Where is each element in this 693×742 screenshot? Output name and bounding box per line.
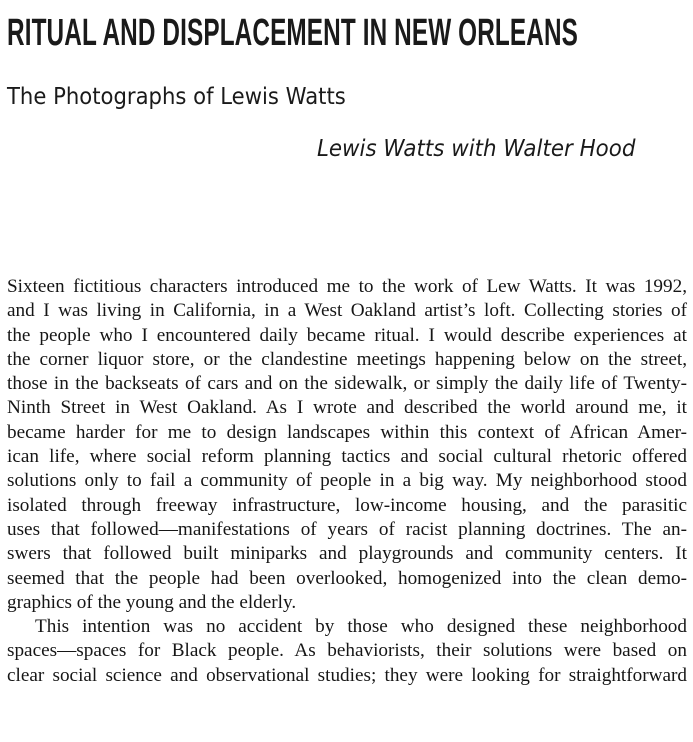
text-line: became harder for me to design landscapes within this context of African Amer- (7, 421, 687, 443)
text-line: ican life, where social reform planning tactics and social cultural rhetoric offered (7, 446, 687, 468)
body-text (7, 275, 687, 688)
text-line: Ninth Street in West Oakland. As I wrote and described the world around me, it (7, 397, 687, 419)
chapter-title: RITUAL AND DISPLACEMENT IN NEW ORLEANS (7, 12, 578, 54)
text-line: graphics of the young and the elderly. (7, 591, 297, 613)
text-line: and I was living in California, in a West Oakland artist’s loft. Collecting stories of (7, 300, 687, 322)
text-line: clear social science and observational studies; they were looking for straightforward (7, 664, 687, 686)
text-line: those in the backseats of cars and on the sidewalk, or simply the daily life of Twenty- (7, 373, 687, 395)
author-byline: Lewis Watts with Walter Hood (316, 136, 635, 162)
text-line: seemed that the people had been overlooked, homogenized into the clean demo- (7, 567, 687, 589)
paragraph-2 (7, 615, 687, 688)
text-line: This intention was no accident by those who designed these neighborhood (35, 616, 687, 638)
text-line: the people who I encountered daily became ritual. I would describe experiences at (7, 324, 687, 346)
chapter-subtitle: The Photographs of Lewis Watts (7, 84, 346, 110)
text-line: uses that followed—manifestations of years of racist planning doctrines. The an- (7, 518, 687, 540)
text-line: solutions only to fail a community of people in a big way. My neighborhood stood (7, 470, 687, 492)
text-line: isolated through freeway infrastructure, low-income housing, and the parasitic (7, 494, 687, 516)
text-line: the corner liquor store, or the clandestine meetings happening below on the street, (7, 348, 687, 370)
text-line: Sixteen fictitious characters introduced me to the work of Lew Watts. It was 1992, (7, 276, 687, 297)
paragraph-1 (7, 275, 687, 615)
text-line: spaces—spaces for Black people. As behaviorists, their solutions were based on (7, 640, 687, 662)
text-line: swers that followed built miniparks and playgrounds and community centers. It (7, 543, 687, 565)
